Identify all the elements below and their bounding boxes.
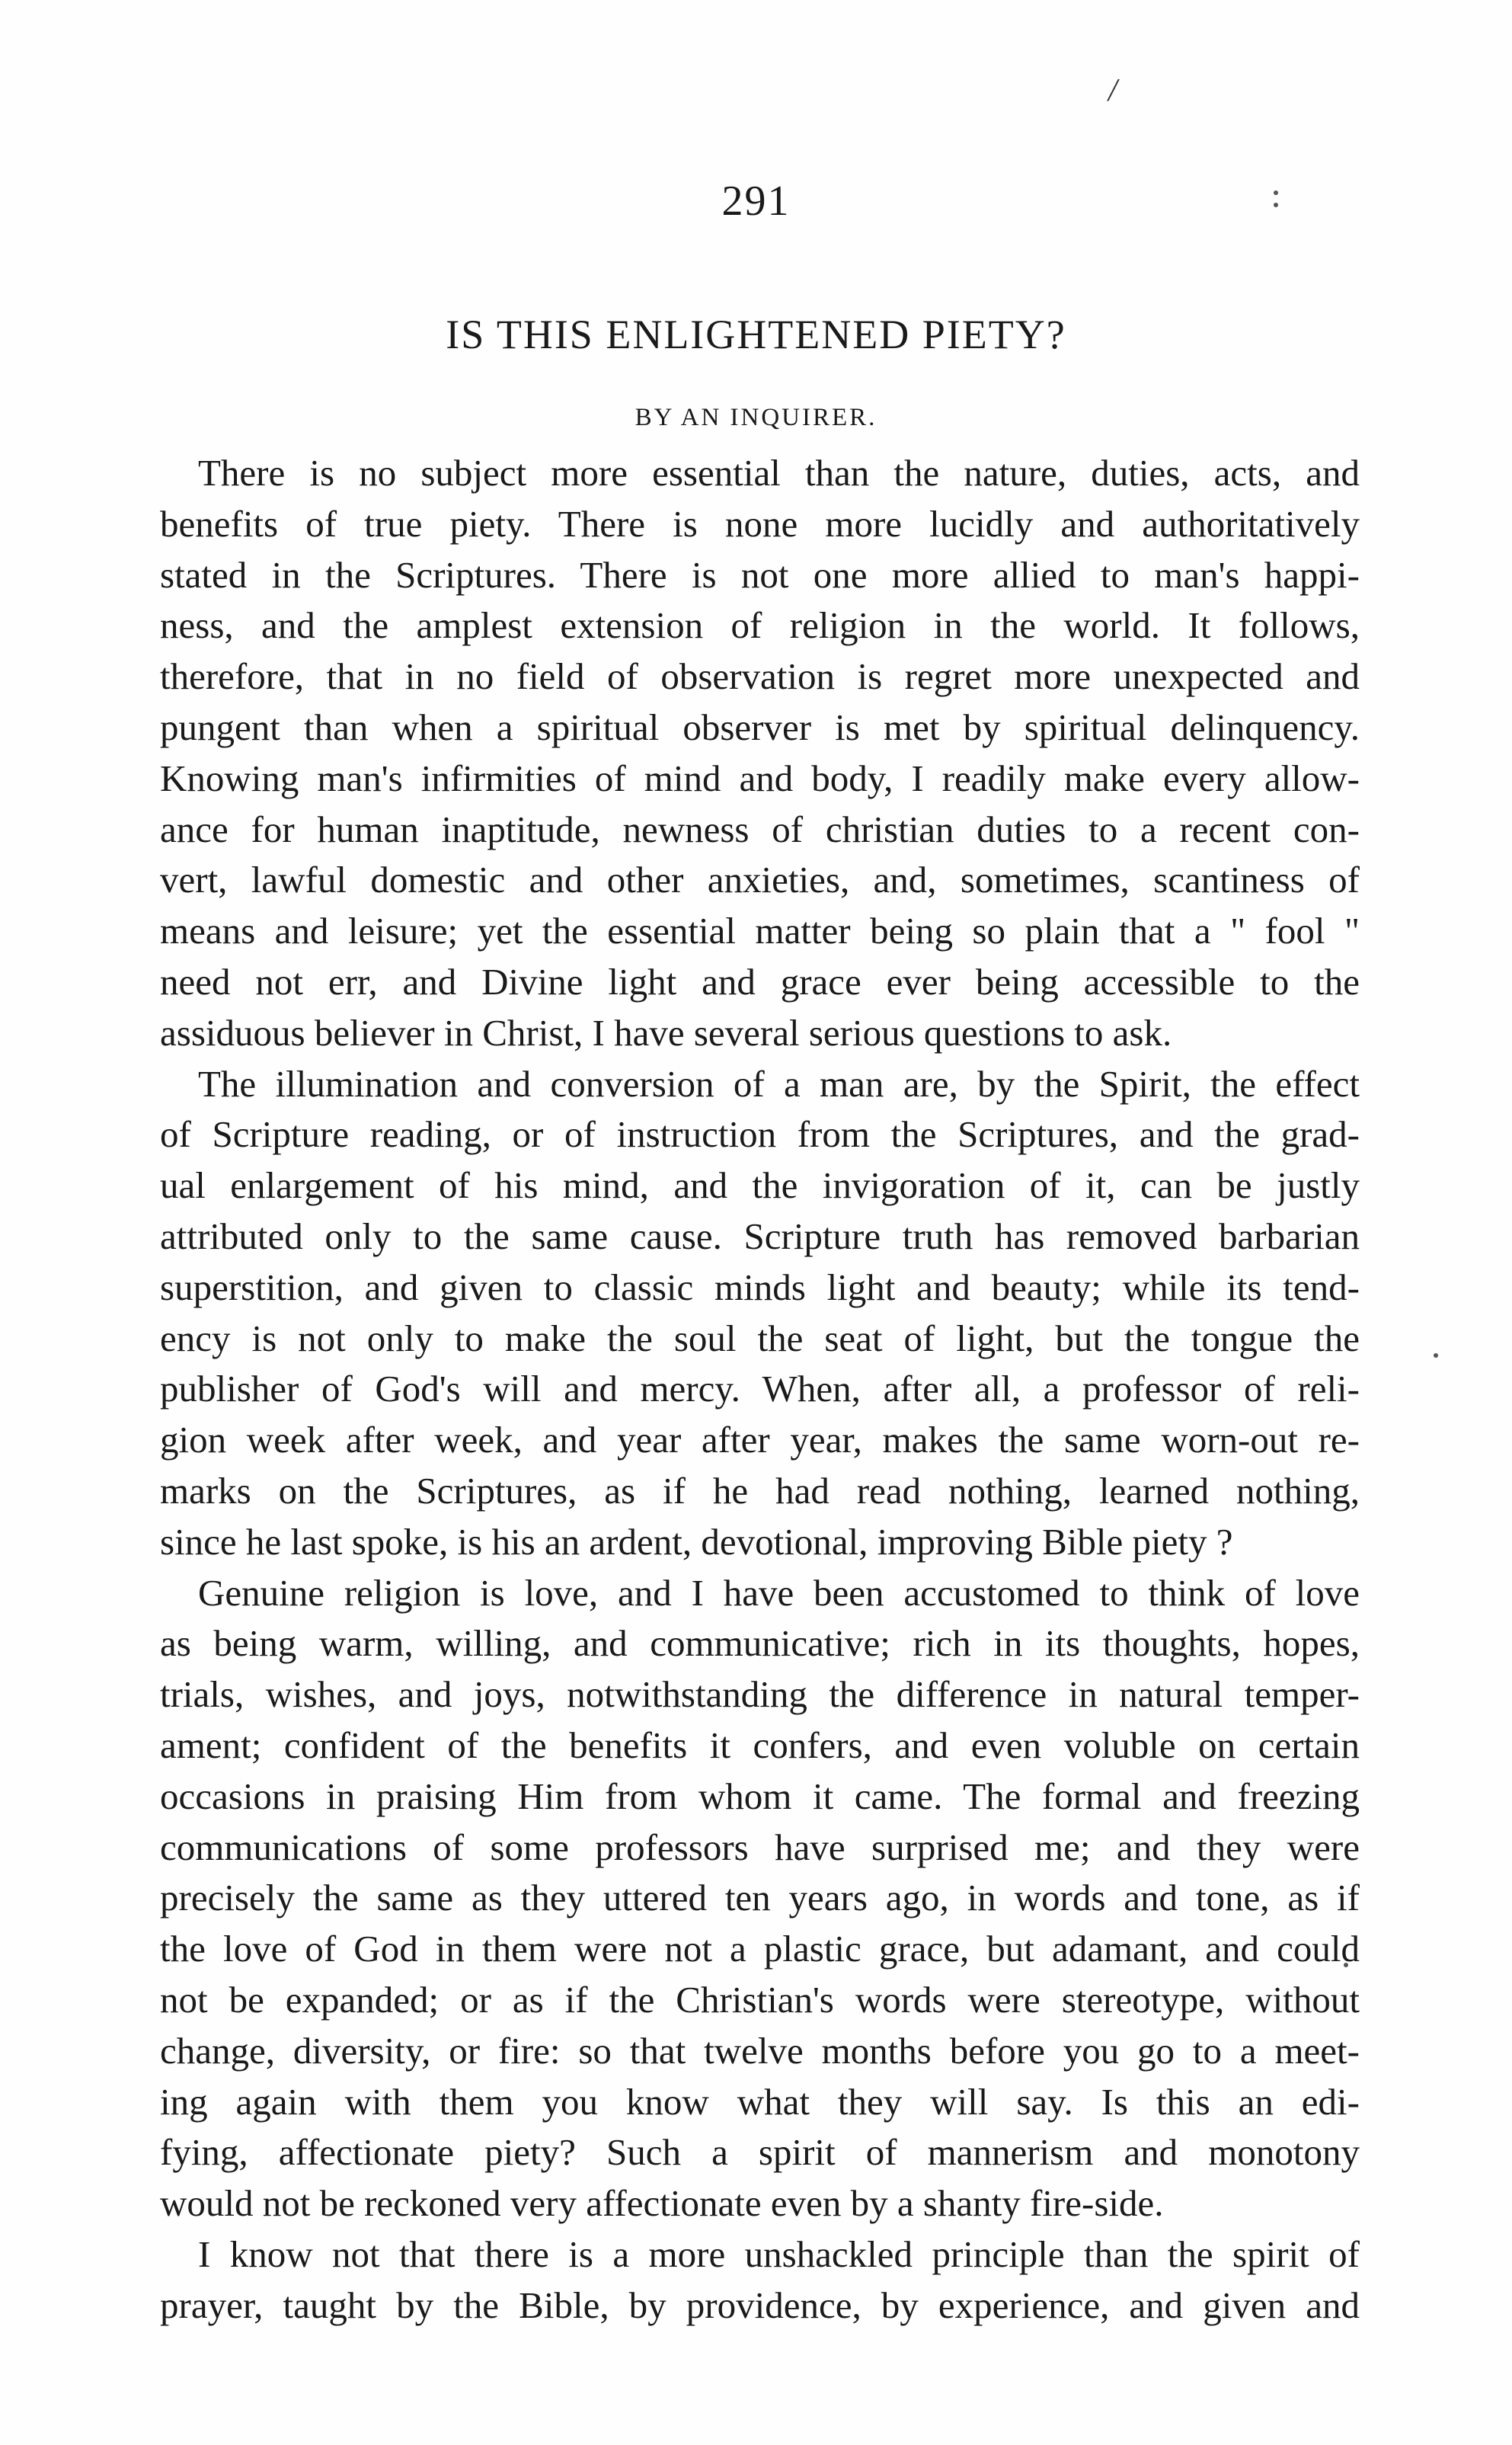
text-line: as being warm, willing, and communicative; rich in its thoughts, hopes, [160, 1622, 1360, 1665]
paragraph [160, 1059, 1360, 1568]
page-number: 291 [721, 178, 791, 225]
text-line: pungent than when a spiritual observer is met by spiritual delinquency. [160, 706, 1360, 748]
text-line: assiduous believer in Christ, I have several serious questions to ask. [160, 1011, 1172, 1054]
text-line: ency is not only to make the soul the seat of light, but the tongue the [160, 1317, 1360, 1359]
paragraph [160, 2229, 1360, 2331]
text-line: precisely the same as they uttered ten years ago, in words and tone, as if [160, 1877, 1360, 1919]
text-line: superstition, and given to classic minds light and beauty; while its tend- [160, 1266, 1360, 1308]
text-line: occasions in praising Him from whom it came. The formal and freezing [160, 1775, 1360, 1817]
article-body [160, 448, 1360, 2331]
text-line: stated in the Scriptures. There is not one more allied to man's happi- [160, 553, 1360, 596]
text-line: There is no subject more essential than the nature, duties, acts, and [198, 452, 1360, 494]
text-line: gion week after week, and year after year, makes the same worn-out re- [160, 1419, 1360, 1461]
text-line: therefore, that in no field of observation is regret more unexpected and [160, 655, 1360, 698]
paragraph [160, 448, 1360, 1059]
text-line: ing again with them you know what they will say. Is this an edi- [160, 2080, 1360, 2123]
text-line: would not be reckoned very affectionate even by a shanty fire-side. [160, 2182, 1164, 2225]
text-line: The illumination and conversion of a man are, by the Spirit, the effect [198, 1062, 1360, 1105]
text-line: since he last spoke, is his an ardent, devotional, improving Bible piety ? [160, 1520, 1233, 1563]
text-line: vert, lawful domestic and other anxieties, and, sometimes, scantiness of [160, 859, 1360, 901]
paragraph [160, 1568, 1360, 2229]
text-line: change, diversity, or fire: so that twelve months before you go to a meet- [160, 2029, 1360, 2072]
text-line: ness, and the amplest extension of religion in the world. It follows, [160, 604, 1360, 647]
text-line: of Scripture reading, or of instruction from the Scriptures, and the grad- [160, 1113, 1360, 1156]
corner-pencil-mark: / [1108, 73, 1117, 108]
article-title: IS THIS ENLIGHTENED PIETY? [446, 312, 1066, 357]
article-byline: BY AN INQUIRER. [635, 404, 877, 431]
text-line: benefits of true piety. There is none more lucidly and authoritatively [160, 502, 1360, 545]
text-line: the love of God in them were not a plastic grace, but adamant, and could [160, 1928, 1360, 1970]
text-line: fying, affectionate piety? Such a spirit of mannerism and monotony [160, 2131, 1360, 2174]
text-line: not be expanded; or as if the Christian's words were stereotype, without [160, 1978, 1360, 2021]
text-line: attributed only to the same cause. Scripture truth has removed barbarian [160, 1214, 1360, 1257]
text-line: I know not that there is a more unshackled principle than the spirit of [198, 2232, 1360, 2275]
text-line: trials, wishes, and joys, notwithstanding the difference in natural temper- [160, 1673, 1360, 1716]
speck-mark [1434, 1353, 1438, 1358]
text-line: means and leisure; yet the essential matter being so plain that a " fool " [160, 910, 1360, 952]
text-line: communications of some professors have surprised me; and they were [160, 1826, 1360, 1868]
text-line: ual enlargement of his mind, and the invigoration of it, can be justly [160, 1164, 1360, 1207]
text-line: Genuine religion is love, and I have been accustomed to think of love [198, 1571, 1360, 1614]
text-line: prayer, taught by the Bible, by providence, by experience, and given and [160, 2283, 1360, 2326]
text-line: ance for human inaptitude, newness of christian duties to a recent con- [160, 808, 1360, 850]
text-line: need not err, and Divine light and grace ever being accessible to the [160, 960, 1360, 1003]
text-line: ament; confident of the benefits it confers, and even voluble on certain [160, 1723, 1360, 1766]
text-line: Knowing man's infirmities of mind and body, I readily make every allow- [160, 757, 1360, 799]
text-line: publisher of God's will and mercy. When, after all, a professor of reli- [160, 1368, 1360, 1410]
text-line: marks on the Scriptures, as if he had read nothing, learned nothing, [160, 1469, 1360, 1512]
